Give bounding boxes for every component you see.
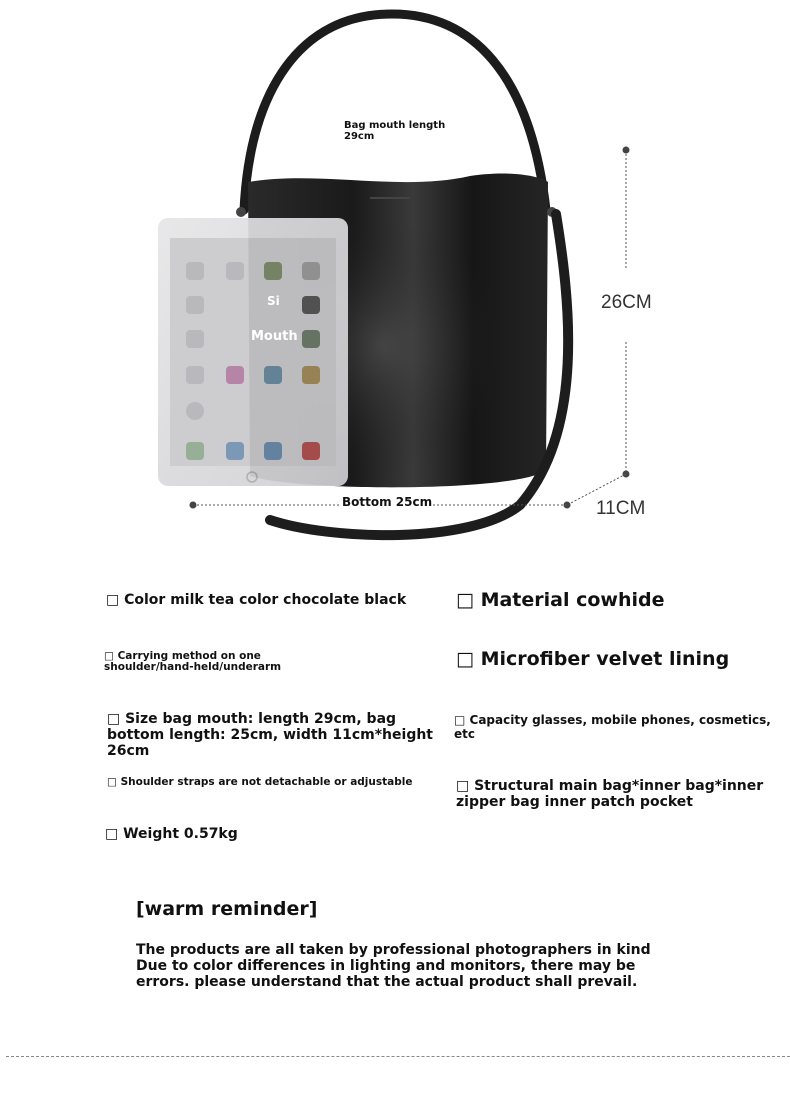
height-label: 26CM [601, 292, 652, 313]
tablet-overlay [158, 218, 348, 486]
bag-mouth-label-text: Bag mouth length [344, 120, 446, 131]
reminder-line-1: The products are all taken by professional photographers in kind [136, 942, 651, 958]
spec-capacity: □ Capacity glasses, mobile phones, cosmetics, etc [454, 713, 771, 741]
bag-mouth-value: 29cm [344, 131, 375, 142]
divider [6, 1056, 790, 1057]
spec-structure: □ Structural main bag*inner bag*inner zipper bag inner patch pocket [456, 778, 764, 810]
tablet-text-si: Si [267, 294, 280, 308]
spec-weight: □ Weight 0.57kg [105, 826, 238, 842]
bottom-label: Bottom 25cm [342, 495, 433, 509]
spec-color: □ Color milk tea color chocolate black [106, 592, 407, 608]
spec-lining: □ Microfiber velvet lining [456, 648, 730, 670]
spec-size: □ Size bag mouth: length 29cm, bag bottom length: 25cm, width 11cm*height 26cm [107, 711, 433, 759]
spec-material: □ Material cowhide [456, 589, 665, 611]
spec-carrying: □ Carrying method on one shoulder/hand-held/underarm [104, 650, 282, 673]
reminder-text [136, 942, 656, 990]
tablet-text-mouth: Mouth [251, 329, 298, 344]
width-label: 11CM [596, 498, 646, 519]
reminder-title: [warm reminder] [136, 898, 318, 920]
reminder-line-2: Due to color differences in lighting and monitors, there may be errors. please understand that the actual product shall prevail. [136, 958, 638, 990]
spec-straps: □ Shoulder straps are not detachable or adjustable [107, 776, 413, 788]
bag-mouth-label [344, 120, 445, 142]
